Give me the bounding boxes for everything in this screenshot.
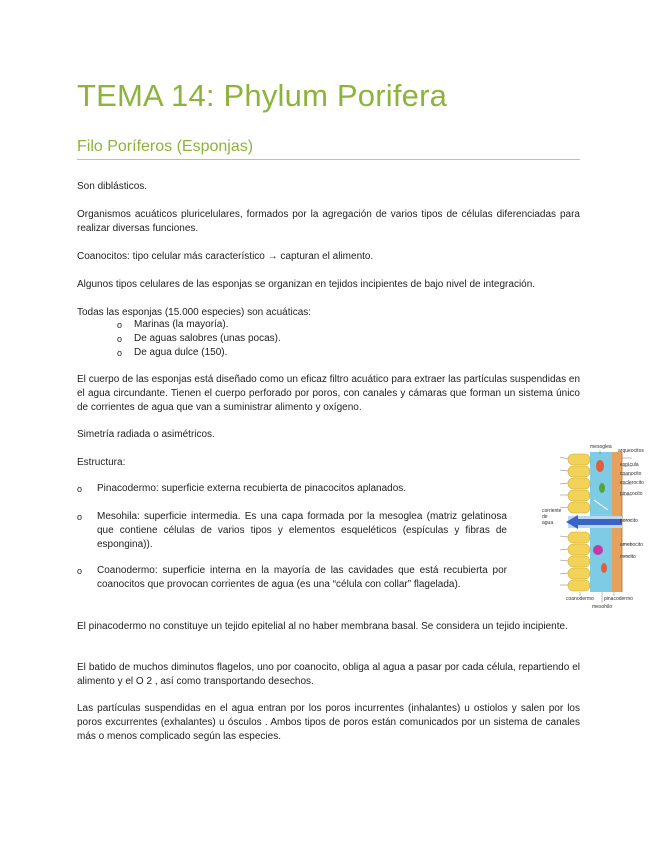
paragraph-cuerpo-filtro: El cuerpo de las esponjas está diseñado como un eficaz filtro acuático para extraer las partículas suspendidas en el agua circundante. Tienen el cuerpo perforado por poros, con canales y cámaras que forman un sistema único de corrientes de agua que van a suministrar alimento y oxígeno. xyxy=(77,374,580,413)
arqueocito-cell xyxy=(596,460,604,472)
structure-text: Pinacodermo: superficie externa recubierta de pinacocitos aplanados. xyxy=(97,483,407,494)
esclerocito-cell xyxy=(599,483,605,493)
label-esclerocito: esclerocito xyxy=(620,480,644,486)
label-ovocito: ovocito xyxy=(620,554,636,560)
habitat-list xyxy=(117,318,281,360)
bullet-marker: o xyxy=(77,566,83,576)
habitat-item: o Marinas (la mayoría). xyxy=(117,318,281,332)
structure-item-mesohila xyxy=(77,510,507,552)
paragraph-simetria: Simetría radiada o asimétricos. xyxy=(77,429,215,440)
label-mesoglea: mesoglea xyxy=(590,444,612,450)
bullet-marker: o xyxy=(77,484,83,494)
label-espicula: espícula xyxy=(620,462,639,468)
label-corriente: corriente xyxy=(542,508,562,514)
paragraph-pinacodermo: El pinacodermo no constituye un tejido epitelial al no haber membrana basal. Se considera un tejido incipiente. xyxy=(77,621,568,632)
bullet-marker: o xyxy=(77,512,83,522)
label-pinacodermo: pinacodermo xyxy=(604,596,633,602)
label-mesohilo: mesohilo xyxy=(592,604,613,610)
structure-item-coanodermo xyxy=(77,564,507,592)
label-arqueocitos: arqueocitos xyxy=(618,448,644,454)
choanocyte-column-bottom xyxy=(560,532,590,591)
paragraph-acuaticas: Todas las esponjas (15.000 especies) son acuáticas: xyxy=(77,307,312,318)
paragraph-poros: Las partículas suspendidas en el agua entran por los poros incurrentes (inhalantes) u ostiolos y salen por los poros excurrentes (exhalantes) u ósculos . Ambos tipos de poros están comunicados por un sistema de canales más o menos complicado según las especies. xyxy=(77,703,580,742)
habitat-item: o De aguas salobres (unas pocas). xyxy=(117,332,281,346)
paragraph-diblasticos: Son diblásticos. xyxy=(77,181,148,192)
label-coanodermo: coanodermo xyxy=(566,596,594,602)
section-subtitle: Filo Poríferos (Esponjas) xyxy=(77,138,254,155)
label-corriente-agua: agua xyxy=(542,520,554,526)
label-coanocito: coanocito xyxy=(620,471,642,477)
paragraph-coanocitos: Coanocitos: tipo celular más característico → capturan el alimento. xyxy=(77,251,374,262)
ovocito-cell xyxy=(593,545,603,555)
subtitle-divider xyxy=(77,159,580,160)
page-title: TEMA 14: Phylum Porifera xyxy=(77,78,448,113)
sponge-wall-diagram xyxy=(540,440,652,612)
structure-item-pinacodermo xyxy=(77,482,507,496)
label-pinacocito: pinacocito xyxy=(620,491,643,497)
label-corriente-de: de xyxy=(542,514,548,520)
structure-text: Mesohila: superficie intermedia. Es una capa formada por la mesoglea (matriz gelatinosa que contiene células de varios tipos y elementos esqueléticos (espículas y fibras de espongina)). xyxy=(97,511,507,550)
paragraph-tipos-celulares: Algunos tipos celulares de las esponjas se organizan en tejidos incipientes de bajo nivel de integración. xyxy=(77,279,536,290)
structure-text: Coanodermo: superficie interna en la mayoría de las cavidades que está recubierta por coanocitos que provocan corrientes de agua (es una “célula con collar” flagelada). xyxy=(97,565,507,590)
choanocyte-column-top xyxy=(560,454,590,513)
label-porocito: porocito xyxy=(620,518,638,524)
habitat-item: o De agua dulce (150). xyxy=(117,346,281,360)
paragraph-organismos: Organismos acuáticos pluricelulares, formados por la agregación de varios tipos de células diferenciadas para realizar diversas funciones. xyxy=(77,209,580,234)
paragraph-estructura: Estructura: xyxy=(77,457,126,468)
paragraph-flagelos: El batido de muchos diminutos flagelos, uno por coanocito, obliga al agua a pasar por cada célula, repartiendo el alimento y el O 2 , así como transportando desechos. xyxy=(77,662,580,687)
amebocito-cell xyxy=(601,563,607,573)
label-amebocito: amebocito xyxy=(620,542,644,548)
